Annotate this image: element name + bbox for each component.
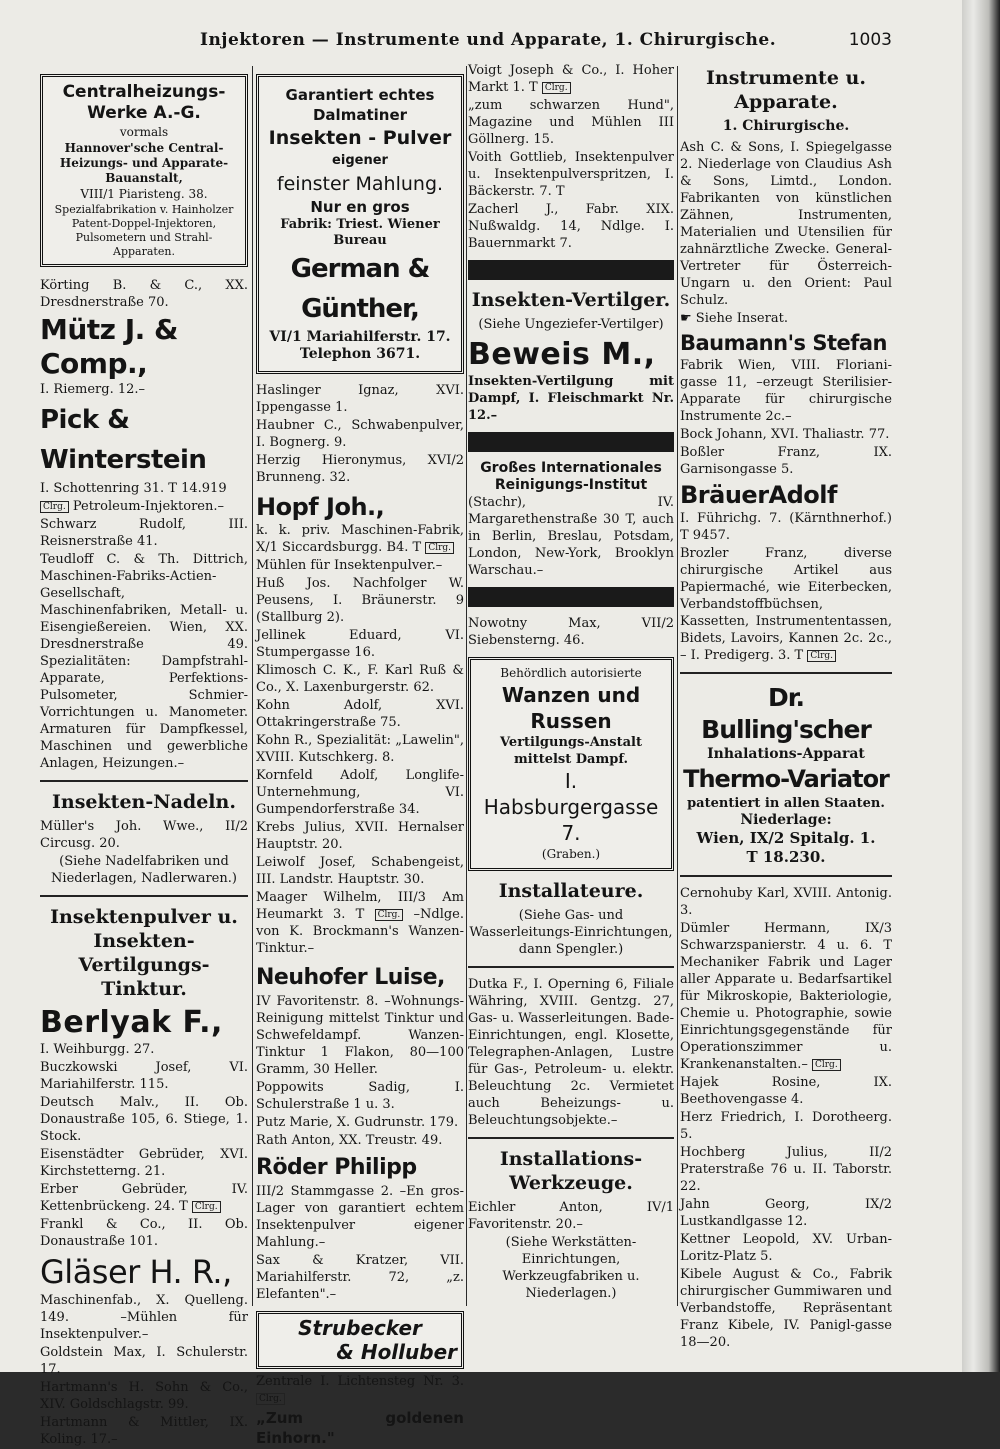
directory-entry: Leiwolf Josef, Schabengeist, III. Landstr. Hauptstr. 30. [256, 855, 464, 887]
directory-entry: Hochberg Julius, II/2 Praterstraße 76 u. II. Taborstr. 22. [680, 1145, 892, 1194]
page-number: 1003 [848, 30, 892, 50]
black-bar [468, 260, 674, 280]
directory-entry: Hartmann & Mittler, IX. Koling. 17.– [40, 1415, 248, 1447]
featured-entry: Mütz J. & Comp., [40, 313, 178, 380]
ad-line: vormals [119, 125, 169, 139]
ad-line: Strubecker [298, 1316, 422, 1340]
ad-line: Dalmatiner [312, 106, 408, 124]
directory-entry: Eisenstädter Gebrüder, XVI. Kirchstetterng. 21. [40, 1147, 248, 1179]
ad-line: Centralheizungs- [62, 82, 226, 102]
directory-entry: Müller's Joh. Wwe., II/2 Circusg. 20. [40, 819, 248, 851]
advertisement-strubecker-holluber [256, 1311, 464, 1369]
directory-entry: Teudloff C. & Th. Dittrich, Maschinen-Fabriks-Actien-Gesellschaft, Maschinenfabriken, Metall- u. Eisengießereien. Wien, XX. Dresdnerstraße 49. Spezialitäten: Dampfstrahl-Apparate, Perfektions-Pulsometer, Schmier-Vorrichtungen u. Manometer. Armaturen für Dampfkessel, Maschinen und gewerbliche Anlagen, Heizungen.– [40, 552, 248, 771]
directory-entry: Kornfeld Adolf, Longlife-Unternehmung, VI. Gumpendorferstraße 34. [256, 768, 464, 817]
featured-entry: BräuerAdolf [680, 481, 837, 509]
directory-entry: „zum schwarzen Hund", Magazine und Mühlen III Göllnerg. 15. [468, 98, 674, 147]
ad-line: T 18.230. [746, 848, 826, 866]
directory-entry [256, 889, 464, 957]
advertisement-wanzen-russen [468, 657, 674, 871]
divider [40, 780, 248, 782]
directory-entry: Mühlen für Insektenpulver.– [256, 558, 443, 573]
ad-line: Hannover'sche Central-Heizungs- und Apparate-Bauanstalt, [59, 141, 229, 185]
pointing-hand-icon: ☛ [680, 311, 692, 326]
clrg-badge: Clrg. [256, 1393, 285, 1405]
ad-line: Großes Internationales Reinigungs-Institut [480, 460, 662, 493]
directory-entry: Sax & Kratzer, VII. Mariahilferstr. 72, „z. Elefanten".– [256, 1253, 464, 1302]
directory-entry: Putz Marie, X. Gudrunstr. 179. [256, 1115, 459, 1130]
directory-entry [680, 310, 892, 327]
column-3 [468, 62, 674, 1303]
ad-line: Garantiert echtes [285, 86, 435, 104]
directory-entry: Herzig Hieronymus, XVI/2 Brunneng. 32. [256, 453, 464, 485]
clrg-badge: Clrg. [40, 501, 69, 513]
entry-text: Erber Gebrüder, IV. Kettenbrückeng. 24. T [40, 1182, 248, 1214]
directory-entry [256, 522, 464, 556]
ad-line: Wanzen und Russen [501, 683, 641, 733]
ad-line: Behördlich autorisierte [500, 666, 642, 680]
featured-entry: Pick & Winterstein [40, 405, 207, 475]
ad-line: eigener [332, 153, 388, 168]
directory-entry: Poppowits Sadig, I. Schulerstraße 1 u. 3. [256, 1080, 464, 1112]
ad-line: (Graben.) [541, 847, 601, 861]
directory-entry: Krebs Julius, XVII. Hernalser Hauptstr. 20. [256, 820, 464, 852]
directory-entry: Voith Gottlieb, Insektenpulver u. Insektenpulverspritzen, I. Bäckerstr. 7. T [468, 150, 674, 199]
ad-line: & Holluber [336, 1340, 457, 1364]
section-heading: Instrumente u. Apparate. [706, 67, 866, 113]
divider [468, 1137, 674, 1139]
directory-entry: Körting B. & C., XX. Dresdnerstraße 70. [40, 278, 248, 310]
ad-line: Werke A.-G. [87, 103, 201, 123]
ad-line: Fabrik: Triest. Wiener Bureau [280, 217, 440, 248]
entry-text: Brozler Franz, diverse chirurgische Artikel aus Papiermaché, wie Eiterbecken, Verbandstoffbüchsen, Kassetten, Instrumententassen, Bidets, Lavoirs, Kannen 2c. 2c., – I. Predigerg. 3. T [680, 546, 892, 663]
ad-line: VI/1 Mariahilferstr. 17. [269, 329, 451, 345]
directory-entry: „Zum goldenen Einhorn." [256, 1409, 464, 1447]
featured-entry: Baumann's Stefan [680, 331, 887, 355]
directory-entry: Huß Jos. Nachfolger W. Peusens, I. Bräunerstr. 9 (Stallburg 2). [256, 576, 464, 625]
directory-entry: I. Führichg. 7. (Kärnthnerhof.) T 9457. [680, 511, 892, 543]
directory-entry [468, 62, 674, 96]
section-heading: Insektenpulver u. Insekten-Vertilgungs-Tinktur. [50, 906, 238, 1000]
book-page-edge [962, 0, 1000, 1372]
directory-entry: I. Riemerg. 12.– [40, 382, 146, 397]
directory-entry: III/2 Stammgasse 2. –En gros-Lager von garantiert echtem Insektenpulver eigener Mahlung.– [256, 1184, 464, 1250]
page-header [40, 30, 892, 54]
section-subheading: 1. Chirurgische. [722, 118, 850, 134]
directory-entry: Deutsch Malv., II. Ob. Donaustraße 105, 6. Stiege, 1. Stock. [40, 1095, 248, 1144]
column-divider [466, 66, 467, 1306]
directory-entry: Jellinek Eduard, VI. Stumpergasse 16. [256, 628, 464, 660]
clrg-badge: Clrg. [375, 909, 404, 921]
directory-entry: Rath Anton, XX. Treustr. 49. [256, 1133, 443, 1148]
see-also-note: (Siehe Ungeziefer-Vertilger) [478, 317, 664, 332]
ad-line: I. Habsburgergasse 7. [483, 769, 659, 845]
directory-entry: Kibele August & Co., Fabrik chirurgischer Gummiwaren und Verbandstoffe, Repräsentant Franz Kibele, IV. Panigl-gasse 18—20. [680, 1267, 892, 1350]
directory-entry: Boßler Franz, IX. Garnisongasse 5. [680, 445, 892, 477]
entry-text: Maager Wilhelm, III/3 Am Heumarkt 3. T [256, 890, 464, 922]
directory-entry: Frankl & Co., II. Ob. Donaustraße 101. [40, 1217, 248, 1249]
section-heading: Insekten-Nadeln. [52, 791, 236, 813]
entry-text: k. k. priv. Maschinen-Fabrik, X/1 Siccardsburgg. B4. T [256, 523, 464, 555]
see-also-note: (Siehe Werkstätten-Einrichtungen, Werkzeugfabriken u. Niederlagen.) [502, 1235, 640, 1301]
clrg-badge: Clrg. [542, 82, 571, 94]
directory-entry: Klimosch C. K., F. Karl Ruß & Co., X. Laxenburgerstr. 62. [256, 663, 464, 695]
featured-entry: Hopf Joh., [256, 493, 385, 521]
advertisement-german-guenther [256, 74, 464, 374]
featured-entry: Röder Philipp [256, 1155, 417, 1180]
directory-entry [256, 1373, 464, 1407]
clrg-badge: Clrg. [807, 650, 836, 662]
directory-entry: Insekten-Vertilgung mit Dampf, I. Fleischmarkt Nr. 12.– [468, 374, 674, 423]
section-heading: Installateure. [498, 880, 644, 902]
directory-entry: Schwarz Rudolf, III. Reisnerstraße 41. [40, 517, 248, 549]
entry-text: Siehe Inserat. [695, 311, 788, 326]
featured-entry: Neuhofer Luise, [256, 965, 445, 990]
divider [680, 672, 892, 674]
ad-line: patentiert in allen Staaten. [687, 796, 885, 811]
black-bar [468, 587, 674, 607]
directory-entry: Hajek Rosine, IX. Beethovengasse 4. [680, 1075, 892, 1107]
directory-entry: IV Favoritenstr. 8. –Wohnungs-Reinigung mittelst Tinktur und Schwefeldampf. Wanzen-Tinktur 1 Flakon, 80—100 Gramm, 30 Heller. [256, 994, 464, 1077]
directory-entry: Hartmann's H. Sohn & Co., XIV. Goldschlagstr. 99. [40, 1380, 248, 1412]
ad-line: Niederlage: [740, 812, 832, 828]
directory-entry [680, 920, 892, 1073]
ad-line: Insekten - Pulver [268, 127, 452, 149]
directory-entry: Kettner Leopold, XV. Urban-Loritz-Platz 5. [680, 1232, 892, 1264]
entry-text: Petroleum-Injektoren.– [72, 499, 224, 514]
ad-brand: German & Günther, [290, 254, 430, 324]
ad-line: feinster Mahlung. [276, 173, 444, 195]
advertisement-thermo-variator [680, 682, 892, 867]
featured-entry: Gläser H. R., [40, 1253, 232, 1291]
entry-text: Voigt Joseph & Co., I. Hoher Markt 1. T [468, 63, 674, 95]
directory-entry: Maschinenfab., X. Quelleng. 149. –Mühlen für Insektenpulver.– [40, 1293, 248, 1342]
directory-entry: Dutka F., I. Operning 6, Filiale Währing, XVIII. Gentzg. 27, Gas- u. Wasserleitungen. Bade-Einrichtungen, engl. Klosette, Telegraphen-Anlagen, Lustre für Gas-, Petroleum- u. elektr. Beleuchtung 2c. Vermietet auch Beheizungs- u. Beleuchtungsobjekte.– [468, 977, 674, 1128]
clrg-badge: Clrg. [192, 1201, 221, 1213]
directory-entry: Eichler Anton, IV/1 Favoritenstr. 20.– [468, 1200, 674, 1232]
page-title: Injektoren — Instrumente und Apparate, 1. Chirurgische. [200, 30, 777, 50]
section-heading: Installations-Werkzeuge. [499, 1148, 643, 1194]
directory-entry: Bock Johann, XVI. Thaliastr. 77. [680, 427, 890, 442]
ad-line: Inhalations-Apparat [707, 746, 865, 762]
directory-entry [40, 1181, 248, 1215]
directory-entry: Cernohuby Karl, XVIII. Antonig. 3. [680, 886, 892, 918]
directory-entry: I. Schottenring 31. T 14.919 [40, 481, 227, 496]
ad-line: Thermo-Variator [683, 765, 889, 793]
divider [468, 966, 674, 968]
ad-line: Spezialfabrikation v. Hainholzer Patent-Doppel-Injektoren, Pulsometern und Strahl-Apparaten. [54, 203, 234, 258]
black-bar [468, 432, 674, 452]
see-also-note: (Siehe Nadelfabriken und Niederlagen, Nadlerwaren.) [51, 854, 237, 886]
clrg-badge: Clrg. [425, 542, 454, 554]
see-also-note: (Siehe Gas- und Wasserleitungs-Einrichtungen, dann Spengler.) [469, 908, 673, 957]
directory-entry: Goldstein Max, I. Schulerstr. 17. [40, 1345, 248, 1377]
column-2 [256, 62, 464, 1449]
directory-entry: Haslinger Ignaz, XVI. Ippengasse 1. [256, 383, 464, 415]
ad-line: Nur en gros [310, 198, 410, 216]
directory-entry [680, 545, 892, 664]
directory-entry: Kohn R., Spezialität: „Lawelin", XVIII. Kutschkerg. 8. [256, 733, 464, 765]
divider [40, 895, 248, 897]
column-divider [252, 66, 253, 1306]
directory-entry: Buczkowski Josef, VI. Mariahilferstr. 115. [40, 1060, 248, 1092]
ad-line: (Stachr), IV. Margarethenstraße 30 T, auch in Berlin, Breslau, Potsdam, London, New-York, Brooklyn Warschau.– [468, 495, 674, 578]
directory-entry: Nowotny Max, VII/2 Siebensterng. 46. [468, 616, 674, 648]
directory-entry: Fabrik Wien, VIII. Floriani-gasse 11, –erzeugt Sterilisier-Apparate für chirurgische Instrumente 2c.– [680, 358, 892, 424]
directory-entry: I. Weihburgg. 27. [40, 1042, 155, 1057]
featured-entry: Beweis M., [468, 337, 656, 372]
ad-line: VIII/1 Piaristeng. 38. [80, 187, 208, 201]
ad-line: Telephon 3671. [299, 346, 421, 362]
entry-text: –Ndlge. von K. Brockmann's Wanzen-Tinktur.– [256, 907, 465, 956]
directory-entry: Kohn Adolf, XVI. Ottakringerstraße 75. [256, 698, 464, 730]
directory-entry: Herz Friedrich, I. Dorotheerg. 5. [680, 1110, 892, 1142]
column-1 [40, 62, 248, 1449]
divider [680, 875, 892, 877]
directory-entry: Ash C. & Sons, I. Spiegelgasse 2. Niederlage von Claudius Ash & Sons, Limtd., London. Fabrikanten von künstlichen Zähnen, Instrumenten, Materialien und Utensilien für zahnärztliche Zwecke. General-Vertreter für Österreich-Ungarn u. den Orient: Paul Schulz. [680, 140, 892, 308]
ad-line: Vertilgungs-Anstalt mittelst Dampf. [500, 735, 642, 767]
directory-entry: Haubner C., Schwabenpulver, I. Bognerg. 9. [256, 418, 464, 450]
column-4 [680, 62, 892, 1352]
advertisement-centralheizungs [40, 74, 248, 267]
ad-line: Dr. Bulling'scher [701, 683, 871, 744]
clrg-badge: Clrg. [812, 1059, 841, 1071]
section-heading: Insekten-Vertilger. [471, 289, 671, 311]
column-divider [677, 66, 678, 1306]
advertisement-reinigungs-institut [468, 460, 674, 579]
featured-entry: Berlyak F., [40, 1005, 223, 1040]
entry-text: Dümler Hermann, IX/3 Schwarzspanierstr. 4 u. 6. T Mechaniker Fabrik und Lager aller Apparate u. Bedarfsartikel für Mikroskopie, Bakteriologie, Chemie u. Photographie, sowie Einrichtungsgegenstände für Operationszimmer u. Krankenanstalten.– [680, 921, 892, 1072]
directory-entry: Jahn Georg, IX/2 Lustkandlgasse 12. [680, 1197, 892, 1229]
entry-text: Zentrale I. Lichtensteg Nr. 3. [256, 1374, 464, 1389]
ad-line: Wien, IX/2 Spitalg. 1. [696, 829, 876, 847]
directory-entry [40, 498, 248, 515]
directory-entry: Zacherl J., Fabr. XIX. Nußwaldg. 14, Ndlge. I. Bauernmarkt 7. [468, 202, 674, 251]
